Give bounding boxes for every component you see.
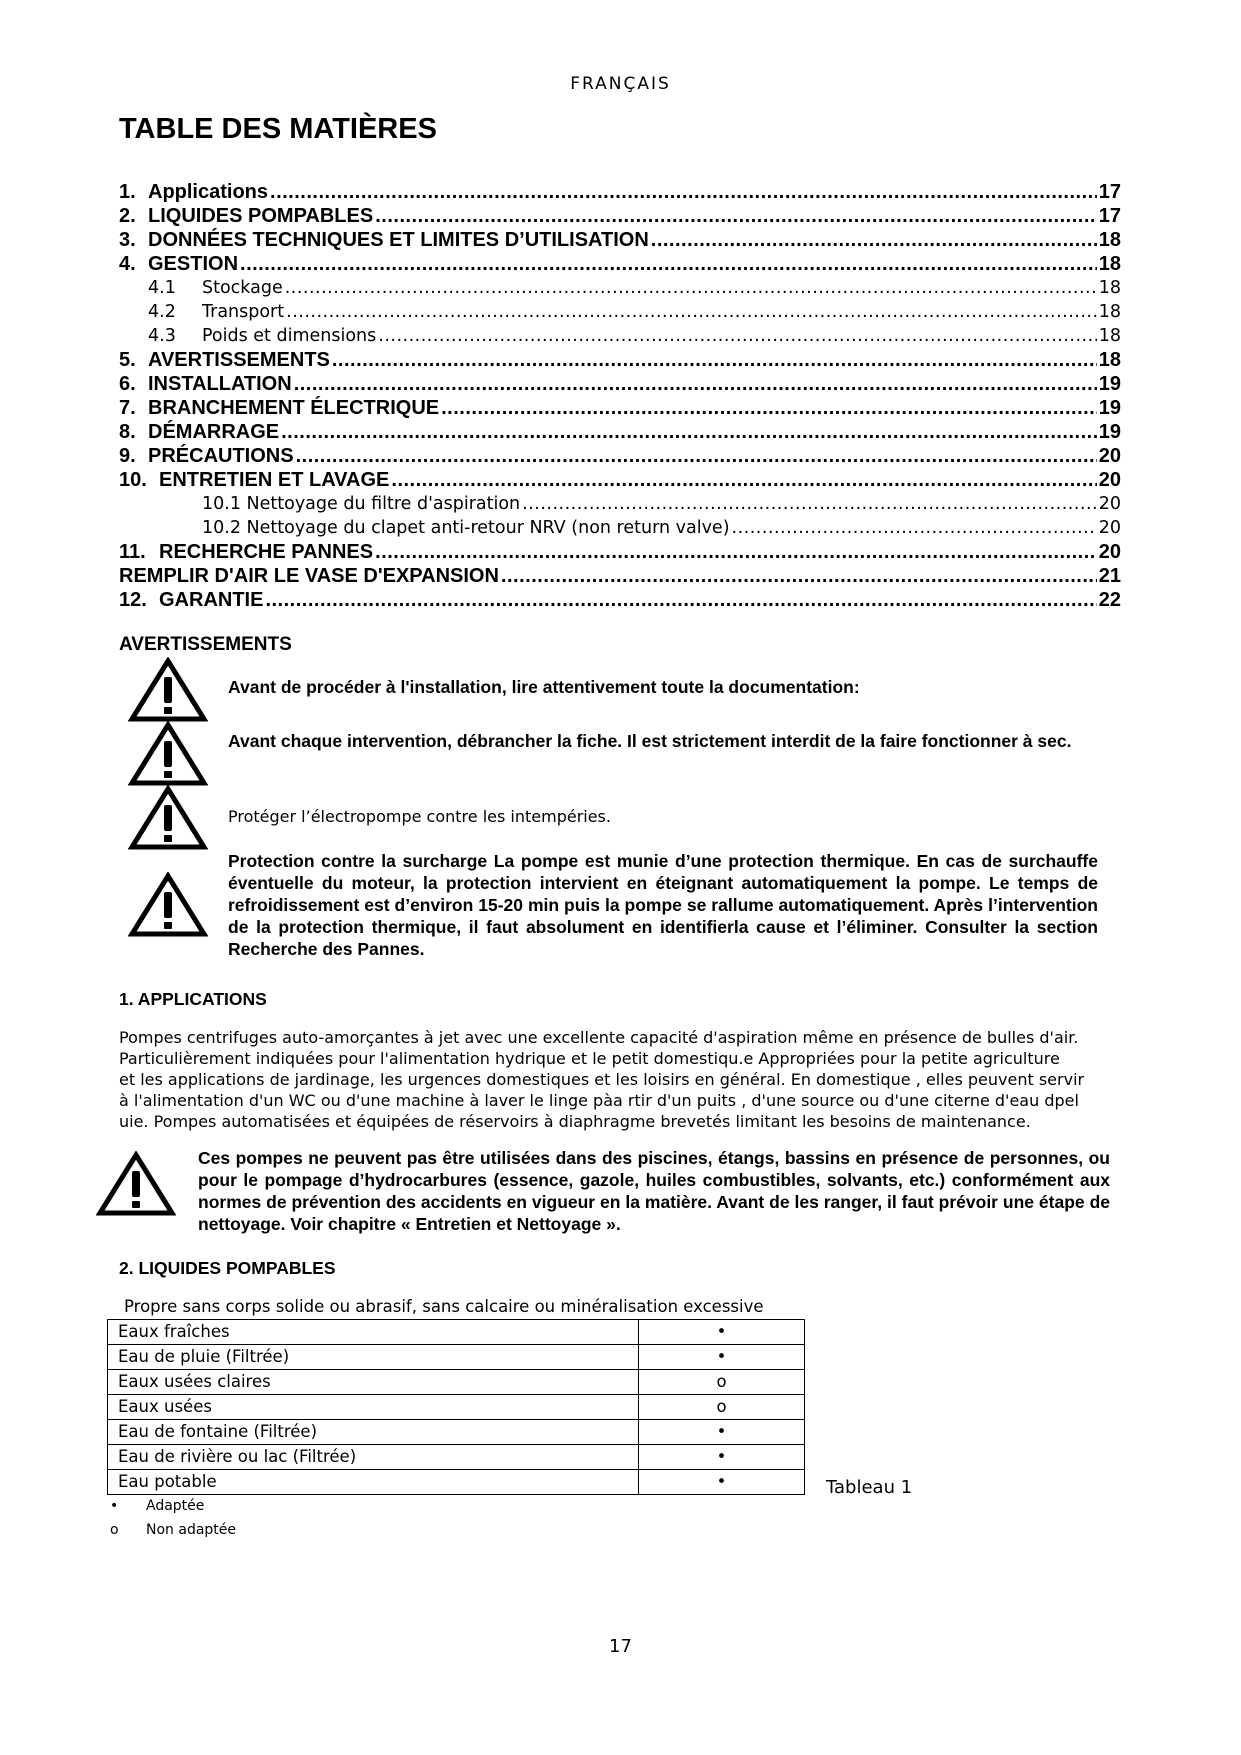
toc-entry-page: 19: [1098, 397, 1121, 419]
toc-entry-page: 18: [1098, 302, 1121, 322]
toc-entry-page: 20: [1098, 494, 1121, 514]
liquid-name-cell: Eaux usées: [108, 1395, 639, 1420]
suitability-cell: •: [639, 1470, 805, 1495]
legend-label: Non adaptée: [146, 1522, 237, 1538]
suitability-cell: •: [639, 1420, 805, 1445]
toc-entry-label: PRÉCAUTIONS: [148, 445, 294, 467]
toc-entry-label: INSTALLATION: [148, 373, 292, 395]
toc-entry-page: 17: [1098, 205, 1121, 227]
language-header: FRANÇAIS: [570, 74, 671, 94]
toc-leader-dots: [651, 228, 1097, 252]
toc-entry-label: DONNÉES TECHNIQUES ET LIMITES D’UTILISATION: [148, 229, 649, 251]
suitability-cell: •: [639, 1445, 805, 1470]
liquids-table: [107, 1319, 805, 1495]
page-number: 17: [609, 1636, 632, 1657]
toc-leader-dots: [265, 588, 1096, 612]
toc-entry-page: 18: [1098, 349, 1121, 371]
toc-entry-page: 20: [1098, 518, 1121, 538]
suitability-cell: o: [639, 1370, 805, 1395]
warning-triangle-icon: [128, 721, 208, 787]
toc-entry: [119, 492, 1121, 516]
toc-entry-label: ENTRETIEN ET LAVAGE: [159, 469, 390, 491]
toc-entry-page: 22: [1098, 589, 1121, 611]
toc-leader-dots: [522, 492, 1097, 516]
liquid-name-cell: Eau potable: [108, 1470, 639, 1495]
legend-label: Adaptée: [146, 1498, 205, 1514]
table-row: [108, 1320, 805, 1345]
warning-weather: Protéger l’électropompe contre les intempéries.: [228, 807, 611, 826]
toc-entry-number: 4.: [119, 253, 136, 275]
toc-entry-number: 11.: [119, 541, 146, 563]
warning-triangle-icon: [128, 657, 208, 723]
applications-heading: 1. APPLICATIONS: [119, 989, 267, 1009]
toc-entry: [119, 564, 1121, 588]
legend-symbol: o: [110, 1522, 119, 1538]
table-row: [108, 1445, 805, 1470]
toc-entry: [119, 540, 1121, 564]
legend-suitable: [110, 1498, 204, 1514]
toc-entry-number: 4.1: [148, 278, 176, 298]
applications-line: à l'alimentation d'un WC ou d'une machine à laver le linge pàa rtir d'un puits , d'une source ou d'une citerne d'eau dpel: [119, 1091, 1079, 1110]
warning-unplug: Avant chaque intervention, débrancher la fiche. Il est strictement interdit de la faire fonctionner à sec.: [228, 731, 1072, 751]
toc-entry: [119, 324, 1121, 348]
suitability-cell: •: [639, 1320, 805, 1345]
table-row: [108, 1370, 805, 1395]
toc-entry-page: 21: [1098, 565, 1121, 587]
toc-entry-number: 2.: [119, 205, 136, 227]
toc-entry-page: 20: [1098, 469, 1121, 491]
toc-entry-number: 1.: [119, 181, 136, 203]
toc-entry-label: AVERTISSEMENTS: [148, 349, 330, 371]
toc-entry: [119, 588, 1121, 612]
toc-leader-dots: [375, 540, 1097, 564]
applications-line: Pompes centrifuges auto-amorçantes à jet avec une excellente capacité d'aspiration même en présence de bulles d'air.: [119, 1028, 1079, 1047]
liquids-intro: Propre sans corps solide ou abrasif, sans calcaire ou minéralisation excessive: [124, 1297, 764, 1316]
toc-entry-label: Transport: [202, 302, 285, 322]
toc-title: TABLE DES MATIÈRES: [119, 113, 437, 145]
liquids-heading: 2. LIQUIDES POMPABLES: [119, 1258, 336, 1278]
toc-entry-page: 20: [1098, 541, 1121, 563]
toc-entry-page: 18: [1098, 326, 1121, 346]
toc-entry-number: 6.: [119, 373, 136, 395]
toc-entry: [119, 468, 1121, 492]
toc-entry: [119, 228, 1121, 252]
toc-leader-dots: [391, 468, 1096, 492]
applications-warning: Ces pompes ne peuvent pas être utilisées dans des piscines, étangs, bassins en présence de personnes, ou pour le pompage d’hydrocarbures (essence, gazole, huiles combustibles, solvants, etc.) conformément aux normes de prévention des accidents en vigueur en la matière. Avant de les ranger, il faut prévoir une étape de nettoyage. Voir chapitre « Entretien et Nettoyage ».: [198, 1148, 1110, 1234]
toc-entry: [119, 372, 1121, 396]
toc-entry: [119, 396, 1121, 420]
toc-entry-page: 19: [1098, 373, 1121, 395]
warning-triangle-icon: [128, 872, 208, 938]
toc-entry-page: 18: [1098, 253, 1121, 275]
applications-text: [119, 1027, 1125, 1132]
toc-entry-label: GESTION: [148, 253, 239, 275]
toc-entry: [119, 348, 1121, 372]
toc-entry: [119, 204, 1121, 228]
liquid-name-cell: Eau de pluie (Filtrée): [108, 1345, 639, 1370]
suitability-cell: •: [639, 1345, 805, 1370]
toc-leader-dots: [270, 180, 1097, 204]
toc-entry-label: 10.1 Nettoyage du filtre d'aspiration: [202, 494, 521, 514]
toc-leader-dots: [441, 396, 1097, 420]
toc-leader-dots: [294, 372, 1097, 396]
toc-entry-label: RECHERCHE PANNES: [159, 541, 374, 563]
warnings-heading: AVERTISSEMENTS: [119, 634, 292, 655]
toc-entry-number: 9.: [119, 445, 136, 467]
applications-line: Particulièrement indiquées pour l'alimentation hydrique et le petit domestiqu.e Appropriées pour la petite agriculture: [119, 1049, 1060, 1068]
toc-entry: [119, 276, 1121, 300]
toc-entry-number: 10.: [119, 469, 147, 491]
toc-entry: [119, 252, 1121, 276]
toc-leader-dots: [375, 204, 1097, 228]
table-row: [108, 1395, 805, 1420]
toc-entry-number: 7.: [119, 397, 136, 419]
table-caption: Tableau 1: [826, 1477, 913, 1498]
toc-entry-page: 20: [1098, 445, 1121, 467]
toc-entry-number: 4.2: [148, 302, 176, 322]
toc-entry-label: REMPLIR D'AIR LE VASE D'EXPANSION: [119, 565, 499, 587]
toc-entry-number: 12.: [119, 589, 147, 611]
toc-entry-number: 3.: [119, 229, 136, 251]
applications-line: et les applications de jardinage, les urgences domestiques et les loisirs en général. En domestique , elles peuvent servir: [119, 1070, 1085, 1089]
toc-entry-number: 4.3: [148, 326, 176, 346]
suitability-cell: o: [639, 1395, 805, 1420]
toc-leader-dots: [286, 300, 1097, 324]
toc-entry-page: 17: [1098, 181, 1121, 203]
toc-entry-label: DÉMARRAGE: [148, 421, 280, 443]
liquid-name-cell: Eau de fontaine (Filtrée): [108, 1420, 639, 1445]
liquid-name-cell: Eaux usées claires: [108, 1370, 639, 1395]
toc-entry-page: 19: [1098, 421, 1121, 443]
table-row: [108, 1470, 805, 1495]
toc-entry-label: Stockage: [202, 278, 283, 298]
toc-entry-label: LIQUIDES POMPABLES: [148, 205, 374, 227]
legend-symbol: •: [110, 1498, 119, 1514]
warning-read-documentation: Avant de procéder à l'installation, lire attentivement toute la documentation:: [228, 677, 860, 697]
toc-entry-label: GARANTIE: [159, 589, 264, 611]
toc-entry-label: Applications: [148, 181, 269, 203]
warning-triangle-icon: [128, 785, 208, 851]
toc-entry-label: BRANCHEMENT ÉLECTRIQUE: [148, 397, 440, 419]
toc-leader-dots: [378, 324, 1096, 348]
warning-triangle-icon: [96, 1151, 176, 1217]
table-row: [108, 1345, 805, 1370]
toc-entry: [119, 300, 1121, 324]
toc-leader-dots: [281, 420, 1097, 444]
table-of-contents: [119, 180, 1121, 612]
toc-leader-dots: [732, 516, 1097, 540]
warning-thermal-protection: Protection contre la surcharge La pompe est munie d’une protection thermique. En cas de surchauffe éventuelle du moteur, la protection intervient en éteignant automatiquement la pompe. Le temps de refroidissement est d’environ 15-20 min puis la pompe se rallume automatiquement. Après l’intervention de la protection thermique, il faut absolument en identifierla cause et l’éliminer. Consulter la section Recherche des Pannes.: [228, 851, 1098, 959]
toc-entry: [119, 420, 1121, 444]
toc-entry: [119, 180, 1121, 204]
toc-entry-label: 10.2 Nettoyage du clapet anti-retour NRV (non return valve): [202, 518, 730, 538]
liquid-name-cell: Eaux fraîches: [108, 1320, 639, 1345]
toc-leader-dots: [501, 564, 1097, 588]
table-row: [108, 1420, 805, 1445]
toc-leader-dots: [285, 276, 1097, 300]
toc-leader-dots: [332, 348, 1097, 372]
toc-entry: [119, 516, 1121, 540]
legend-unsuitable: [110, 1522, 236, 1538]
toc-entry-number: 5.: [119, 349, 136, 371]
toc-leader-dots: [240, 252, 1097, 276]
toc-entry-page: 18: [1098, 229, 1121, 251]
toc-entry-label: Poids et dimensions: [202, 326, 377, 346]
toc-entry-page: 18: [1098, 278, 1121, 298]
toc-entry-number: 8.: [119, 421, 136, 443]
toc-leader-dots: [296, 444, 1097, 468]
applications-line: uie. Pompes automatisées et équipées de réservoirs à diaphragme brevetés limitant les besoins de maintenance.: [119, 1112, 1031, 1131]
toc-entry: [119, 444, 1121, 468]
liquid-name-cell: Eau de rivière ou lac (Filtrée): [108, 1445, 639, 1470]
